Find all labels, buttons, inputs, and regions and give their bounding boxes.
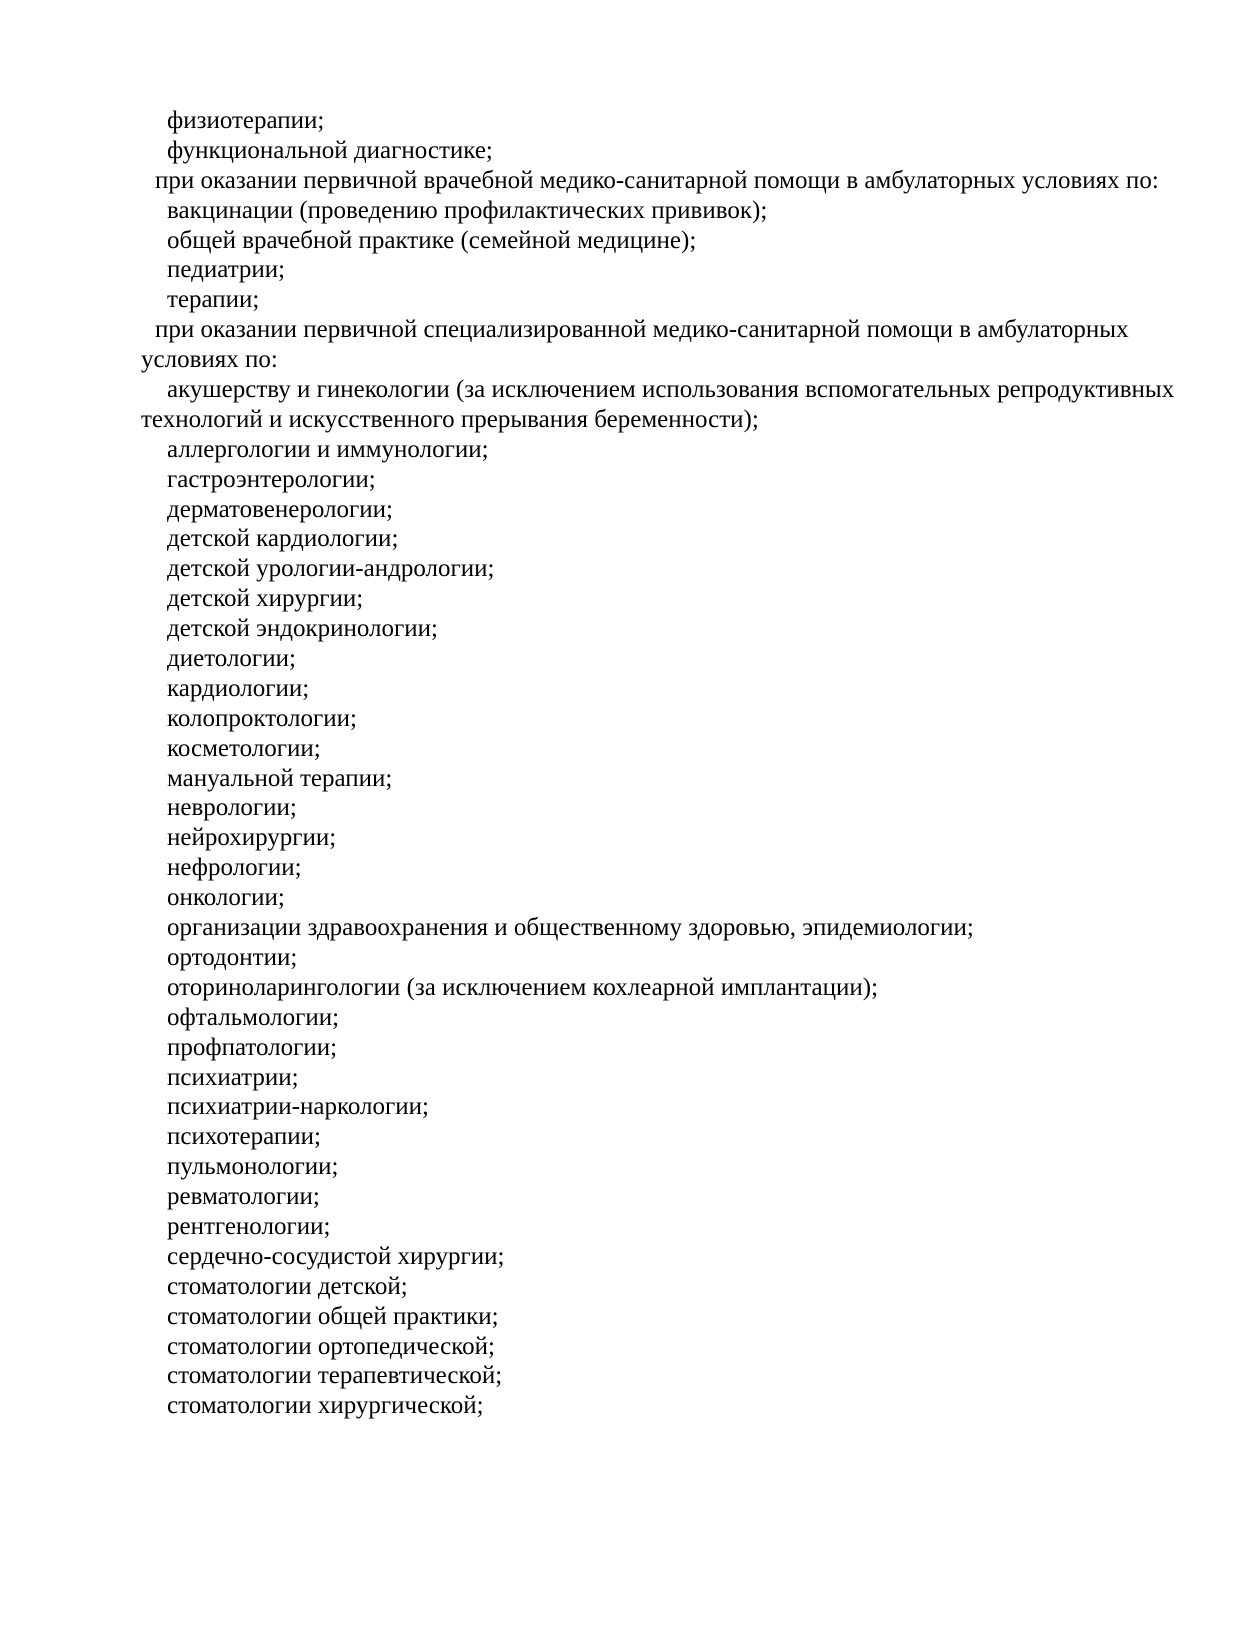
document-text-line: при оказании первичной врачебной медико-санитарной помощи в амбулаторных условиях по:	[155, 166, 1159, 194]
document-text-line: ортодонтии;	[167, 943, 298, 971]
document-text-line: сердечно-сосудистой хирургии;	[167, 1242, 505, 1270]
document-text-line: педиатрии;	[167, 256, 286, 284]
document-text-line: детской эндокринологии;	[167, 615, 438, 643]
document-text-line: кардиологии;	[167, 674, 310, 702]
document-text-line: стоматологии хирургической;	[167, 1392, 484, 1420]
document-text-line: нейрохирургии;	[167, 824, 337, 852]
document-text-line: мануальной терапии;	[167, 764, 393, 792]
document-text-line: ревматологии;	[167, 1183, 320, 1211]
document-text-line: стоматологии общей практики;	[167, 1302, 499, 1330]
document-text-line: акушерству и гинекологии (за исключением использования вспомогательных репродуктивных	[167, 376, 1175, 404]
document-text-line: вакцинации (проведению профилактических прививок);	[167, 196, 768, 224]
document-text-line: физиотерапии;	[167, 107, 325, 134]
document-text-line: пульмонологии;	[167, 1153, 339, 1181]
document-text-line: гастроэнтерологии;	[167, 465, 376, 493]
document-text-line: психотерапии;	[167, 1123, 321, 1151]
document-text-line: офтальмологии;	[167, 1003, 340, 1031]
document-text-line: условиях по:	[141, 346, 278, 374]
document-text-line: рентгенологии;	[167, 1212, 331, 1240]
document-text-line: колопроктологии;	[167, 704, 357, 732]
document-text-line: функциональной диагностике;	[167, 136, 493, 164]
document-text-line: детской урологии-андрологии;	[167, 555, 495, 583]
document-text-line: организации здравоохранения и общественному здоровью, эпидемиологии;	[167, 914, 974, 942]
document-text-line: психиатрии-наркологии;	[167, 1093, 429, 1121]
document-text-line: диетологии;	[167, 645, 296, 673]
document-text-line: общей врачебной практике (семейной медицине);	[167, 226, 697, 254]
document-text-line: оториноларингологии (за исключением кохлеарной имплантации);	[167, 973, 879, 1001]
document-text-line: психиатрии;	[167, 1063, 299, 1091]
document-text-line: неврологии;	[167, 794, 297, 822]
document-text-line: при оказании первичной специализированной медико-санитарной помощи в амбулаторных	[155, 316, 1129, 344]
document-text-line: косметологии;	[167, 734, 321, 762]
document-text-line: нефрологии;	[167, 854, 302, 882]
document-text-line: аллергологии и иммунологии;	[167, 435, 489, 463]
document-text-line: детской кардиологии;	[167, 525, 399, 553]
document-text-block	[141, 106, 1221, 1421]
document-text-line: терапии;	[167, 286, 260, 314]
document-text-line: детской хирургии;	[167, 585, 364, 613]
document-text-line: дерматовенерологии;	[167, 495, 393, 523]
document-text-line: технологий и искусственного прерывания беременности);	[141, 405, 759, 433]
document-text-line: стоматологии терапевтической;	[167, 1362, 503, 1390]
document-text-line: стоматологии детской;	[167, 1272, 408, 1300]
document-text-line: онкологии;	[167, 884, 285, 912]
document-text-line: стоматологии ортопедической;	[167, 1332, 495, 1360]
document-text-line: профпатологии;	[167, 1033, 338, 1061]
